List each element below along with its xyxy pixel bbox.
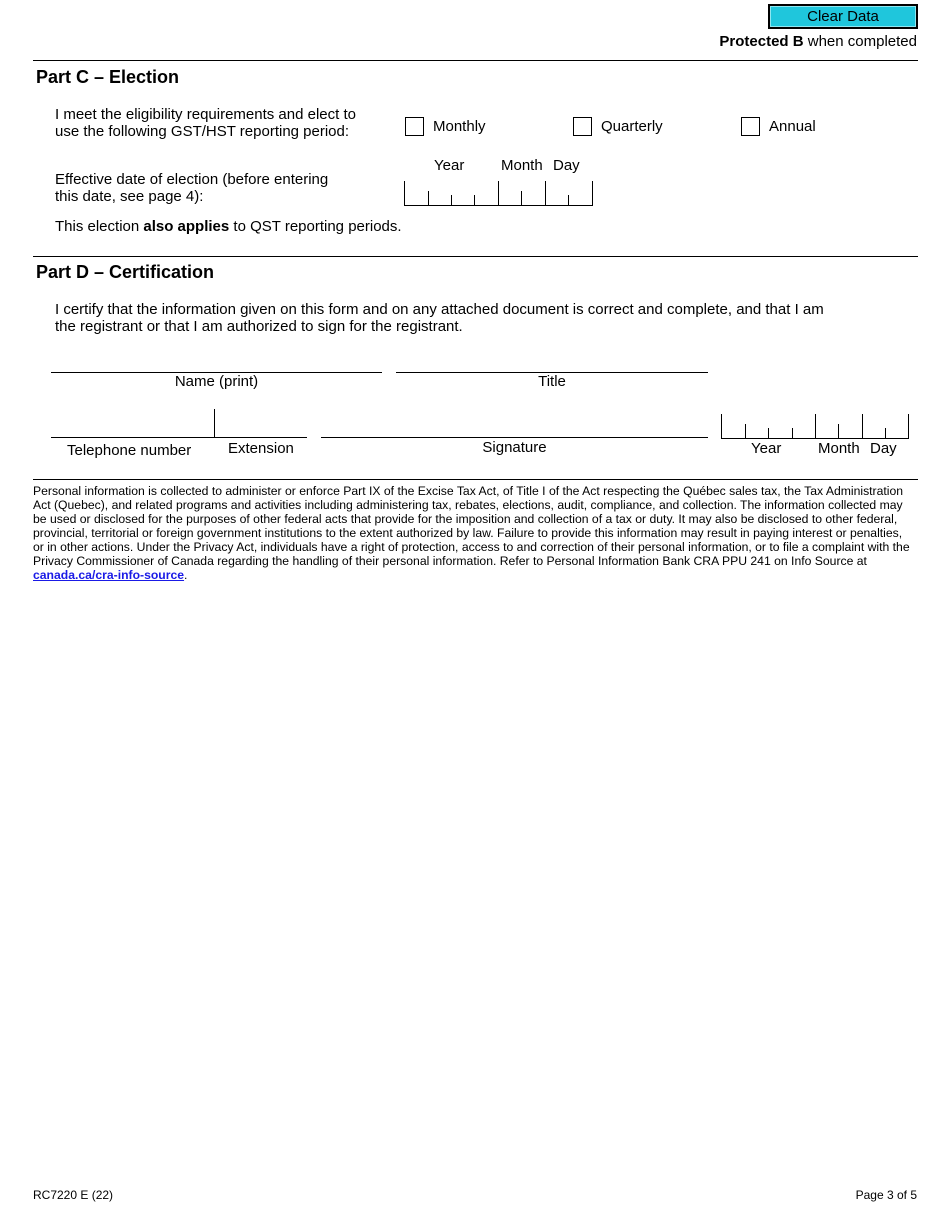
part-d-divider xyxy=(33,256,918,257)
form-code: RC7220 E (22) xyxy=(33,1188,114,1202)
annual-checkbox[interactable] xyxy=(741,117,760,136)
date-tick xyxy=(521,191,522,205)
election-day-label: Day xyxy=(553,157,580,174)
eligibility-line-1: I meet the eligibility requirements and elect to xyxy=(55,106,356,123)
extension-label: Extension xyxy=(228,440,294,457)
privacy-divider xyxy=(33,479,918,480)
certification-month-label: Month xyxy=(818,440,860,457)
protected-suffix: when completed xyxy=(803,33,917,50)
date-tick xyxy=(745,424,746,438)
phone-line xyxy=(51,437,307,438)
certify-line-1: I certify that the information given on this form and on any attached document is correct and complete, and that I am xyxy=(55,301,824,318)
date-tick xyxy=(885,428,886,438)
name-label: Name (print) xyxy=(174,373,259,390)
election-year-label: Year xyxy=(434,157,465,174)
effective-date-text xyxy=(55,171,328,205)
qst-applies-text xyxy=(55,218,402,235)
eligibility-line-2: use the following GST/HST reporting period: xyxy=(55,123,350,140)
name-input[interactable] xyxy=(51,345,382,372)
applies-bold: also applies xyxy=(143,218,230,235)
date-tick xyxy=(545,181,546,205)
telephone-label: Telephone number xyxy=(67,442,192,459)
monthly-checkbox[interactable] xyxy=(405,117,424,136)
protected-b-label: Protected B xyxy=(719,33,804,50)
election-month-label: Month xyxy=(501,157,543,174)
eligibility-text xyxy=(55,106,356,140)
date-tick xyxy=(862,414,863,438)
date-tick xyxy=(451,195,452,205)
applies-post: to QST reporting periods. xyxy=(229,218,402,235)
monthly-label: Monthly xyxy=(433,118,486,135)
phone-divider xyxy=(214,409,215,437)
title-label: Title xyxy=(538,373,566,390)
certification-date-input[interactable] xyxy=(721,414,909,439)
signature-label: Signature xyxy=(482,439,547,456)
date-tick xyxy=(498,181,499,205)
clear-data-button[interactable]: Clear Data xyxy=(768,4,918,29)
privacy-text: Personal information is collected to administer or enforce Part IX of the Excise Tax Act, of Title I of the Act respecting the Québec sales tax, the Tax Administration Act (Quebec), and related programs and activities including administering tax, rebates, elections, audit, compliance, and collection. The information collected may be used or disclosed for the purposes of other federal acts that provide for the imposition and collection of a tax or duty. It may also be disclosed to other federal, provincial, territorial or foreign government institutions to the extent authorized by law. Failure to provide this information may result in paying interest or penalties, or in other actions. Under the Privacy Act, individuals have a right of protection, access to and correction of their personal information, or to file a complaint with the Privacy Commissioner of Canada regarding the handling of their personal information. Refer to Personal Information Bank CRA PPU 241 on Info Source at xyxy=(33,484,910,568)
part-c-title: Part C – Election xyxy=(36,67,180,87)
title-input[interactable] xyxy=(396,345,708,372)
date-tick xyxy=(838,424,839,438)
signature-line xyxy=(321,437,708,438)
date-tick xyxy=(568,195,569,205)
quarterly-label: Quarterly xyxy=(601,118,663,135)
effective-line-1: Effective date of election (before entering xyxy=(55,171,329,188)
certification-day-label: Day xyxy=(870,440,897,457)
privacy-notice xyxy=(33,484,913,582)
part-c-divider xyxy=(33,60,918,61)
date-tick xyxy=(428,191,429,205)
part-d-title: Part D – Certification xyxy=(36,262,215,282)
info-source-link[interactable]: canada.ca/cra-info-source xyxy=(33,568,185,582)
certification-year-label: Year xyxy=(751,440,782,457)
privacy-end: . xyxy=(184,568,188,582)
election-date-input[interactable] xyxy=(404,181,593,206)
certify-line-2: the registrant or that I am authorized to sign for the registrant. xyxy=(55,318,463,335)
applies-pre: This election xyxy=(55,218,144,235)
page-number: Page 3 of 5 xyxy=(855,1188,917,1202)
effective-line-2: this date, see page 4): xyxy=(55,188,204,205)
date-tick xyxy=(474,195,475,205)
protected-notice xyxy=(719,33,917,50)
extension-input[interactable] xyxy=(215,410,307,437)
annual-label: Annual xyxy=(769,118,816,135)
date-tick xyxy=(792,428,793,438)
certification-text xyxy=(55,301,915,335)
date-tick xyxy=(815,414,816,438)
telephone-input[interactable] xyxy=(51,410,214,437)
date-tick xyxy=(768,428,769,438)
quarterly-checkbox[interactable] xyxy=(573,117,592,136)
signature-input[interactable] xyxy=(321,410,708,437)
